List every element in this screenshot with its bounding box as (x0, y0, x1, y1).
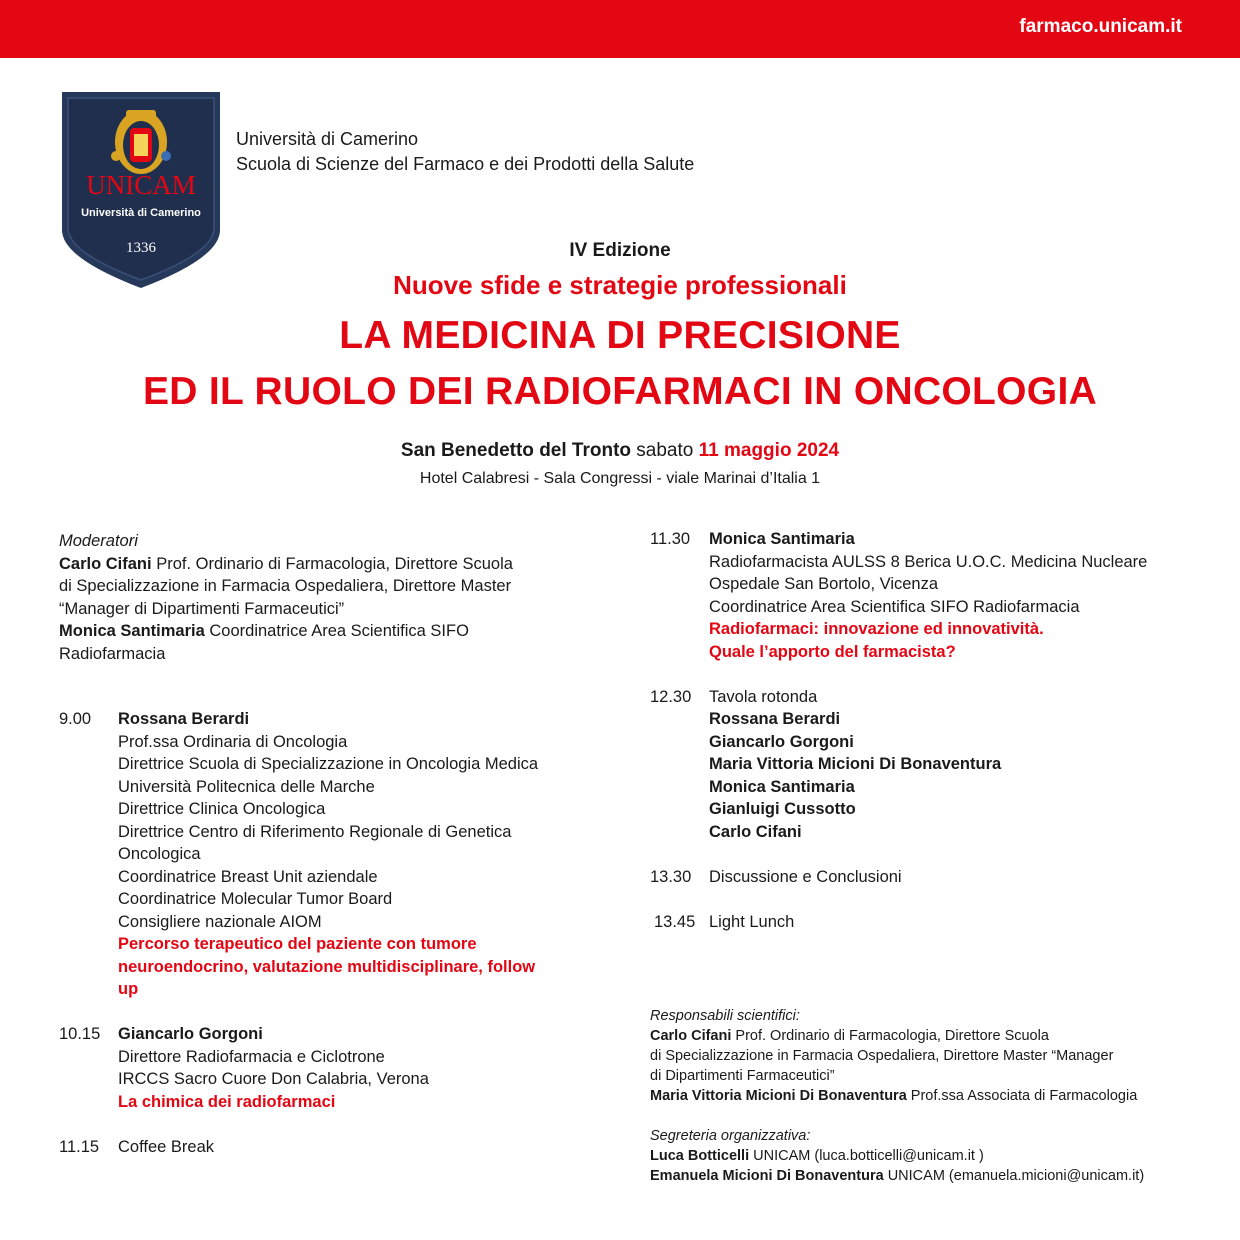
talk-title: Percorso terapeutico del paziente con tumore (118, 935, 477, 953)
slot-time: 13.45 (654, 912, 696, 931)
moderator-role: Radiofarmacia (59, 644, 166, 663)
event-title-line2: ED IL RUOLO DEI RADIOFARMACI IN ONCOLOGIA (142, 370, 1098, 413)
slot-time: 10.15 (59, 1025, 101, 1043)
responsabile-name: Carlo Cifani (650, 1028, 732, 1044)
slot-time: 9.00 (59, 710, 92, 728)
institution-block (236, 127, 694, 177)
logo-university: Università di Camerino (81, 207, 201, 219)
talk-title: Quale l’apporto del farmacista? (709, 642, 956, 661)
slot-time: 11.30 (650, 530, 691, 548)
moderator-role: Coordinatrice Area Scientifica SIFO (209, 622, 469, 640)
event-city: San Benedetto del Tronto (400, 440, 632, 461)
panelist-name: Gianluigi Cussotto (709, 800, 856, 818)
responsabile-role: di Dipartimenti Farmaceutici” (650, 1068, 835, 1084)
event-venue: Hotel Calabresi - Sala Congressi - viale Marinai d’Italia 1 (419, 470, 821, 487)
speaker-role: Università Politecnica delle Marche (118, 777, 375, 796)
speaker-role: Direttore Radiofarmacia e Ciclotrone (118, 1047, 385, 1066)
talk-title: neuroendocrino, valutazione multidisciplinare, follow (118, 957, 536, 976)
talk-title: Radiofarmaci: innovazione ed innovatività. (709, 620, 1044, 638)
speaker-role: Direttrice Clinica Oncologica (118, 800, 326, 818)
speaker-role: Coordinatrice Area Scientifica SIFO Radiofarmacia (709, 597, 1080, 616)
moderator-name: Carlo Cifani (59, 554, 152, 573)
school-name: Scuola di Scienze del Farmaco e dei Prodotti della Salute (236, 154, 695, 174)
moderator-name: Monica Santimaria (59, 622, 205, 640)
top-banner (0, 0, 1240, 58)
moderator-role: “Manager di Dipartimenti Farmaceutici” (59, 599, 345, 618)
panelist-name: Maria Vittoria Micioni Di Bonaventura (709, 755, 1002, 773)
speaker-name: Giancarlo Gorgoni (118, 1025, 263, 1043)
event-title-line1: LA MEDICINA DI PRECISIONE (339, 314, 901, 357)
talk-title: up (118, 980, 139, 998)
talk-title: La chimica dei radiofarmaci (118, 1092, 336, 1111)
event-subtitle: Nuove sfide e strategie professionali (393, 270, 847, 300)
speaker-role: Radiofarmacista AULSS 8 Berica U.O.C. Medicina Nucleare (709, 552, 1148, 571)
segreteria-contact[interactable]: UNICAM (luca.botticelli@unicam.it ) (753, 1148, 984, 1164)
segreteria-label: Segreteria organizzativa: (650, 1128, 811, 1144)
responsabili-label: Responsabili scientifici: (650, 1008, 800, 1024)
panelist-name: Carlo Cifani (709, 822, 802, 841)
panelist-name: Rossana Berardi (709, 710, 841, 728)
segreteria-name: Luca Botticelli (650, 1148, 750, 1164)
slot-time: 11.15 (59, 1137, 100, 1156)
speaker-role: Ospedale San Bortolo, Vicenza (709, 575, 939, 593)
program-slot (650, 686, 1210, 844)
slot-label: Light Lunch (709, 912, 795, 931)
program-slot (650, 528, 1210, 663)
speaker-role: Direttrice Centro di Riferimento Regionale di Genetica (118, 822, 512, 841)
organizers-section (650, 1006, 1144, 1186)
logo-wordmark: UNICAM (86, 170, 196, 200)
edition-label: IV Edizione (569, 240, 671, 261)
event-date: 11 maggio 2024 (698, 440, 840, 461)
program-slot (650, 866, 1210, 889)
responsabile-name: Maria Vittoria Micioni Di Bonaventura (650, 1088, 907, 1104)
slot-label: Discussione e Conclusioni (709, 867, 902, 886)
speaker-name: Rossana Berardi (118, 710, 250, 728)
program-left-column (59, 708, 619, 1158)
moderators-label: Moderatori (59, 532, 138, 550)
speaker-role: Coordinatrice Molecular Tumor Board (118, 890, 393, 908)
program-slot (650, 911, 1210, 934)
responsabile-role: Prof. Ordinario di Farmacologia, Direttore Scuola (735, 1028, 1049, 1044)
moderators-section (59, 530, 599, 665)
speaker-role: IRCCS Sacro Cuore Don Calabria, Verona (118, 1070, 429, 1088)
speaker-role: Oncologica (118, 845, 201, 863)
logo-year: 1336 (126, 240, 156, 256)
program-slot (59, 708, 619, 1001)
university-name: Università di Camerino (236, 129, 419, 149)
segreteria-contact[interactable]: UNICAM (emanuela.micioni@unicam.it) (887, 1168, 1145, 1184)
slot-label: Coffee Break (118, 1137, 215, 1156)
program-slot (59, 1023, 619, 1113)
speaker-role: Direttrice Scuola di Specializzazione in Oncologia Medica (118, 755, 539, 773)
site-url-link[interactable]: farmaco.unicam.it (1019, 16, 1182, 37)
segreteria-name: Emanuela Micioni Di Bonaventura (650, 1168, 884, 1184)
program-slot (59, 1136, 619, 1159)
program-right-column (650, 528, 1210, 933)
speaker-role: Consigliere nazionale AIOM (118, 912, 322, 931)
speaker-role: Prof.ssa Ordinaria di Oncologia (118, 732, 348, 751)
responsabile-role: Prof.ssa Associata di Farmacologia (910, 1088, 1138, 1104)
panelist-name: Giancarlo Gorgoni (709, 732, 854, 751)
slot-time: 13.30 (650, 867, 692, 886)
slot-label: Tavola rotonda (709, 687, 818, 706)
moderator-role: Prof. Ordinario di Farmacologia, Direttore Scuola (156, 554, 513, 573)
moderator-role: di Specializzazione in Farmacia Ospedaliera, Direttore Master (59, 577, 512, 595)
event-day: sabato (636, 440, 694, 461)
event-location-date (0, 440, 1240, 462)
responsabile-role: di Specializzazione in Farmacia Ospedaliera, Direttore Master “Manager (650, 1048, 1114, 1064)
speaker-role: Coordinatrice Breast Unit aziendale (118, 867, 378, 886)
panelist-name: Monica Santimaria (709, 777, 855, 796)
speaker-name: Monica Santimaria (709, 530, 855, 548)
slot-time: 12.30 (650, 687, 692, 706)
